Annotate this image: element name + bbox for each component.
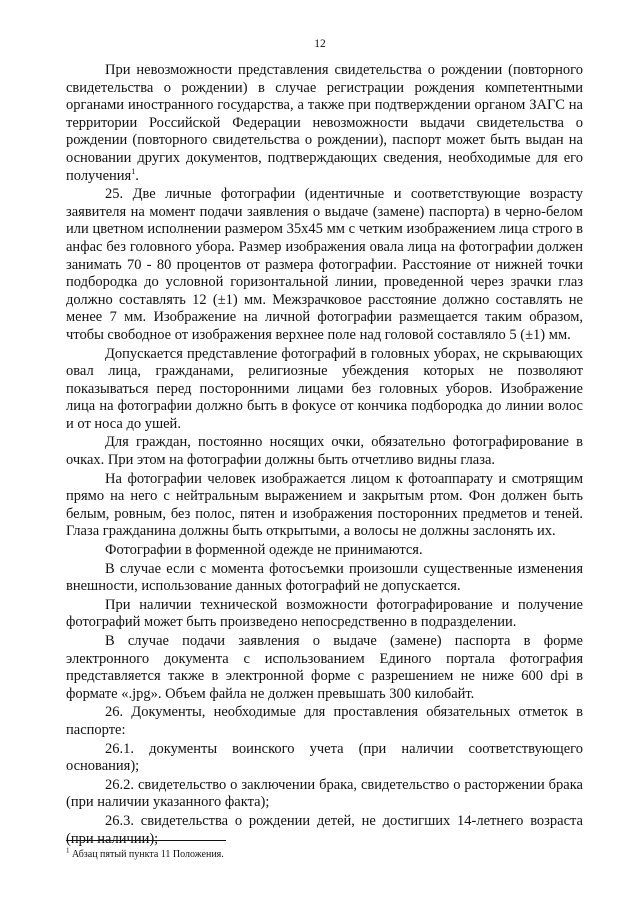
- footnote-reference: 1: [131, 166, 136, 176]
- page-number: 12: [314, 38, 326, 50]
- paragraph-uniform: Фотографии в форменной одежде не принимаются.: [105, 542, 423, 559]
- document-body: [66, 62, 583, 848]
- paragraph-25-photos: 25. Две личные фотографии (идентичные и соответствующие возрасту заявителя на момент подачи заявления о выдаче (замене) паспорта) в черно-белом или цветном исполнении размером 35х45 мм с четким изображением лица строго в анфас без головного убора. Размер изображения овала лица на фотографии должен занимать 70 - 80 процентов от размера фотографии. Расстояние от нижней точки подбородка до условной горизонтальной линии, проведенной через зрачки глаз должно составлять 12 (±1) мм. Межзрачковое расстояние должно составлять не менее 7 мм. Изображение на личной фотографии размещается таким образом, чтобы свободное от изображения верхнее поле над головой составляло 5 (±1) мм.: [66, 186, 583, 343]
- paragraph-26-2: 26.2. свидетельство о заключении брака, свидетельство о расторжении брака (при наличии указанного факта);: [66, 776, 583, 811]
- paragraph-birth-certificate: При невозможности представления свидетельства о рождении (повторного свидетельства о рождении) в случае регистрации рождения компетентными органами иностранного государства, а также при подтверждении органом ЗАГС на территории Российской Федерации невозможности выдачи свидетельства о рождении (повторного свидетельства о рождении), паспорт может быть выдан на основании других документов, подтверждающих сведения, необходимые для его получения$^1$.: [66, 62, 583, 184]
- footnote-marker: 1: [66, 846, 70, 855]
- paragraph-electronic-form: В случае подачи заявления о выдаче (замене) паспорта в форме электронного документа с использованием Единого портала фотография представляется также в электронной форме с разрешением не ниже 600 dpi в формате «.jpg». Объем файла не должен превышать 300 килобайт.: [66, 633, 583, 702]
- paragraph-on-site-photo: При наличии технической возможности фотографирование и получение фотографий может быть произведено непосредственно в подразделении.: [66, 596, 583, 631]
- paragraph-26-1: 26.1. документы воинского учета (при наличии соответствующего основания);: [66, 740, 583, 775]
- paragraph-pose-background: На фотографии человек изображается лицом к фотоаппарату и смотрящим прямо на него с нейтральным выражением и закрытым ртом. Фон должен быть белым, ровным, без полос, пятен и изображения посторонних предметов и теней. Глаза гражданина должны быть открытыми, а волосы не должны заслонять их.: [66, 470, 583, 540]
- paragraph-26-3: 26.3. свидетельства о рождении детей, не достигших 14-летнего возраста (при наличии);: [66, 812, 583, 847]
- paragraph-glasses: Для граждан, постоянно носящих очки, обязательно фотографирование в очках. При этом на фотографии должны быть отчетливо видны глаза.: [66, 434, 583, 469]
- footnote-text: Абзац пятый пункта 11 Положения.: [72, 849, 224, 860]
- footnote-divider: [66, 840, 226, 841]
- paragraph-headwear: Допускается представление фотографий в головных уборах, не скрывающих овал лица, гражданами, религиозные убеждения которых не позволяют показываться перед посторонними лицами без головных уборов. Изображение лица на фотографии должно быть в фокусе от кончика подбородка до линии волос и от носа до ушей.: [66, 345, 583, 432]
- footnote: [66, 846, 583, 861]
- paragraph-26-documents: 26. Документы, необходимые для проставления обязательных отметок в паспорте:: [66, 704, 583, 738]
- paragraph-appearance-change: В случае если с момента фотосъемки произошли существенные изменения внешности, использование данных фотографий не допускается.: [66, 560, 583, 595]
